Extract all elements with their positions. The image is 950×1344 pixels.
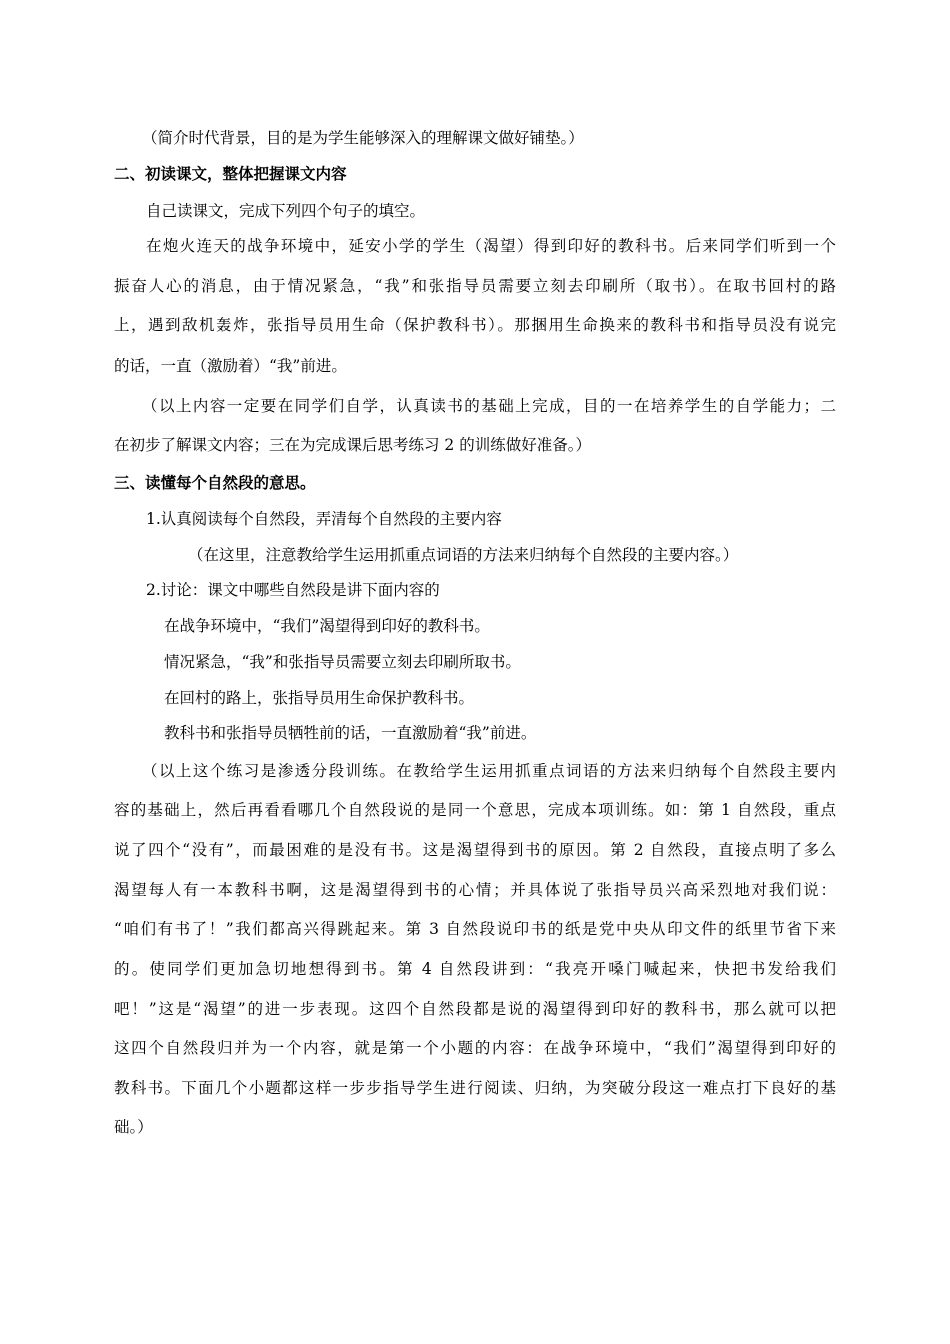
- note-2-line: 在初步了解课文内容；三在为完成课后思考练习 2 的训练做好准备。）: [114, 436, 591, 454]
- item-2: 2.讨论：课文中哪些自然段是讲下面内容的: [146, 581, 440, 599]
- section-3-heading: 三、读懂每个自然段的意思。: [114, 473, 316, 492]
- note-3-line: 容的基础上，然后再看看哪几个自然段说的是同一个意思，完成本项训练。如：第 1 自然段，重点: [114, 801, 836, 819]
- fill-para-line: 振奋人心的消息，由于情况紧急，“我”和张指导员需要立刻去印刷所（取书）。在取书回村的路: [114, 277, 836, 295]
- section-2-heading: 二、初读课文，整体把握课文内容: [114, 164, 347, 183]
- note-3-line: “咱们有书了！”我们都高兴得跳起来。第 3 自然段说印书的纸是党中央从印文件的纸里节省下来: [114, 920, 836, 938]
- summary-line: 在战争环境中，“我们”渴望得到印好的教科书。: [164, 617, 490, 635]
- note-3-line: 这四个自然段归并为一个内容，就是第一个小题的内容：在战争环境中，“我们”渴望得到印好的: [114, 1039, 836, 1057]
- fill-para-line: 的话，一直（激励着）“我”前进。: [114, 357, 347, 375]
- fill-instruction: 自己读课文，完成下列四个句子的填空。: [146, 202, 426, 220]
- note-3-line: 吧！”这是“渴望”的进一步表现。这四个自然段都是说的渴望得到印好的教科书，那么就可以把: [114, 1000, 836, 1018]
- note-3-line: （以上这个练习是渗透分段训练。在教给学生运用抓重点词语的方法来归纳每个自然段主要内: [142, 762, 836, 780]
- note-3-line: 的。使同学们更加急切地想得到书。第 4 自然段讲到：“我亮开嗓门喊起来，快把书发给我们: [114, 960, 836, 978]
- summary-line: 在回村的路上，张指导员用生命保护教科书。: [164, 689, 475, 707]
- note-3-line: 础。）: [114, 1118, 153, 1136]
- fill-para-line: 上，遇到敌机轰炸，张指导员用生命（保护教科书）。那捆用生命换来的教科书和指导员没有说完: [114, 316, 836, 334]
- summary-line: 情况紧急，“我”和张指导员需要立刻去印刷所取书。: [164, 653, 521, 671]
- summary-line: 教科书和张指导员牺牲前的话，一直激励着“我”前进。: [164, 724, 537, 742]
- note-3-line: 说了四个“没有”，而最困难的是没有书。这是渴望得到书的原因。第 2 自然段，直接点明了多么: [114, 841, 836, 859]
- fill-para-line: 在炮火连天的战争环境中，延安小学的学生（渴望）得到印好的教科书。后来同学们听到一个: [146, 237, 836, 255]
- item-1: 1.认真阅读每个自然段，弄清每个自然段的主要内容: [146, 510, 502, 528]
- item-1-note: （在这里，注意教给学生运用抓重点词语的方法来归纳每个自然段的主要内容。）: [188, 546, 739, 564]
- note-3-line: 教科书。下面几个小题都这样一步步指导学生进行阅读、归纳，为突破分段这一难点打下良好的基: [114, 1079, 836, 1097]
- note-2-line: （以上内容一定要在同学们自学，认真读书的基础上完成，目的一在培养学生的自学能力；二: [142, 397, 836, 415]
- note-intro: （简介时代背景，目的是为学生能够深入的理解课文做好铺垫。）: [142, 129, 584, 147]
- note-3-line: 渴望每人有一本教科书啊，这是渴望得到书的心情；并具体说了张指导员兴高采烈地对我们说：: [114, 881, 836, 899]
